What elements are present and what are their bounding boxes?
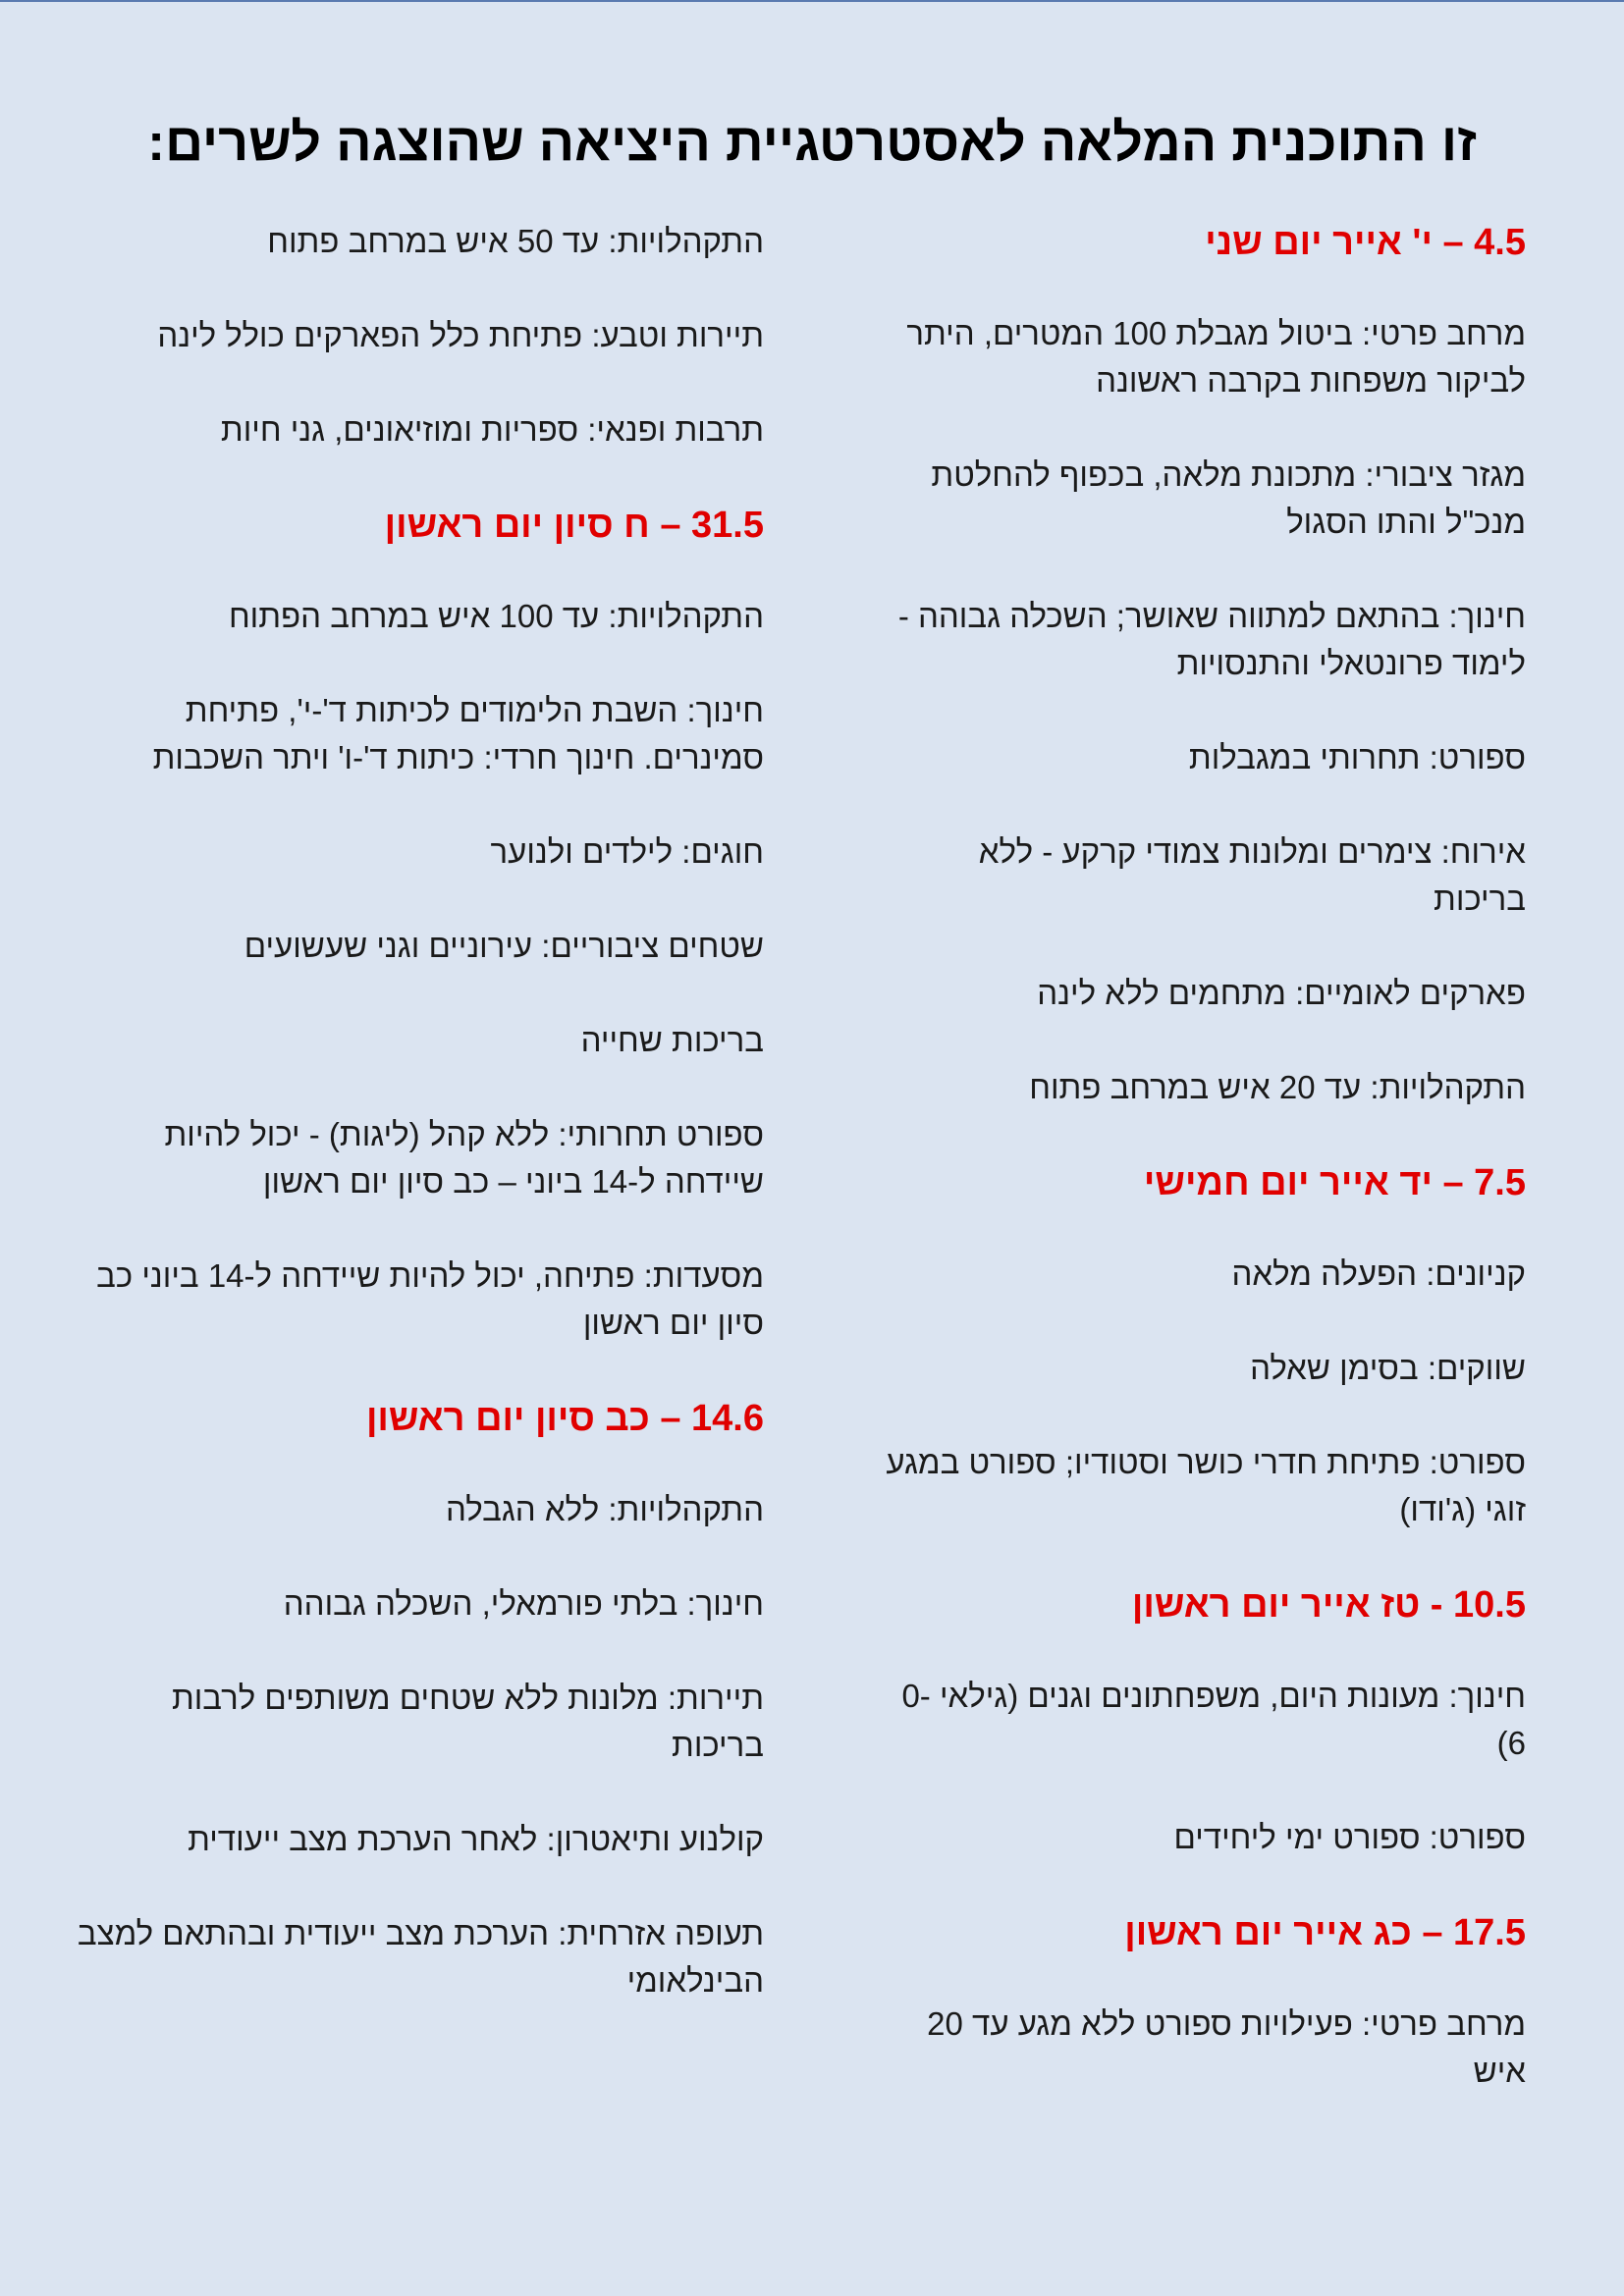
section-10-5: [878, 1580, 1526, 1861]
right-column: [878, 218, 1526, 2142]
list-item: התקהלויות: עד 100 איש במרחב הפתוח: [228, 598, 764, 634]
section-heading: 7.5 – יד אייר יום חמישי: [1143, 1162, 1526, 1203]
section-heading: 17.5 – כג אייר יום ראשון: [1124, 1912, 1526, 1953]
list-item: תרבות ופנאי: ספריות ומוזיאונים, גני חיות: [220, 411, 764, 448]
section-4-5: [878, 218, 1526, 1111]
list-item: תיירות וטבע: פתיחת כלל הפארקים כולל לינה: [157, 317, 764, 353]
list-item: קולנוע ותיאטרון: לאחר הערכת מצב ייעודית: [188, 1821, 764, 1857]
list-item: התקהלויות: עד 20 איש במרחב פתוח: [1029, 1069, 1526, 1105]
list-item: חוגים: לילדים ולנוער: [490, 833, 764, 870]
list-item: מרחב פרטי: ביטול מגבלת 100 המטרים, היתר לביקור משפחות בקרבה ראשונה: [906, 315, 1526, 399]
list-item: חינוך: מעונות היום, משפחתונים וגנים (גילאי 0-6): [901, 1678, 1526, 1761]
list-item: בריכות שחייה: [580, 1022, 764, 1058]
list-item: התקהלויות: עד 50 איש במרחב פתוח: [267, 223, 764, 259]
list-item: התקהלויות: ללא הגבלה: [446, 1491, 764, 1527]
list-item: פארקים לאומיים: מתחמים ללא לינה: [1037, 975, 1526, 1011]
section-7-5: [878, 1158, 1526, 1533]
section-31-5: [77, 501, 764, 1347]
list-item: חינוך: השבת הלימודים לכיתות ד'-י', פתיחת סמינרים. חינוך חרדי: כיתות ד'-ו' ויתר השכבות: [152, 692, 764, 775]
list-item: תיירות: מלונות ללא שטחים משותפים לרבות בריכות: [171, 1680, 764, 1763]
list-item: שטחים ציבוריים: עירוניים וגני שעשועים: [244, 928, 764, 964]
list-item: ספורט: פתיחת חדרי כושר וסטודיו; ספורט במגע זוגי (ג'ודו): [886, 1444, 1526, 1527]
section-heading: 14.6 – כב סיון יום ראשון: [365, 1398, 764, 1439]
list-item: מרחב פרטי: פעילויות ספורט ללא מגע עד 20 איש: [927, 2005, 1526, 2089]
left-column: [77, 218, 764, 2052]
list-item: מסעדות: פתיחה, יכול להיות שיידחה ל-14 ביוני כב סיון יום ראשון: [96, 1257, 764, 1341]
section-17-5: [878, 1908, 1526, 2095]
section-continuation: [77, 218, 764, 454]
page-title: זו התוכנית המלאה לאסטרטגיית היציאה שהוצגה לשרים:: [147, 113, 1477, 172]
list-item: ספורט תחרותי: ללא קהל (ליגות) - יכול להיות שיידחה ל-14 ביוני – כב סיון יום ראשון: [164, 1116, 764, 1200]
list-item: חינוך: בהתאם למתווה שאושר; השכלה גבוהה - לימוד פרונטאלי והתנסויות: [897, 598, 1526, 681]
list-item: שווקים: בסימן שאלה: [1250, 1350, 1526, 1386]
list-item: חינוך: בלתי פורמאלי, השכלה גבוהה: [283, 1585, 764, 1622]
section-heading: 10.5 - טז אייר יום ראשון: [1131, 1584, 1526, 1626]
list-item: ספורט: ספורט ימי ליחידים: [1173, 1819, 1526, 1855]
list-item: ספורט: תחרותי במגבלות: [1188, 739, 1526, 775]
list-item: מגזר ציבורי: מתכונת מלאה, בכפוף להחלטת מנכ"ל והתו הסגול: [931, 456, 1526, 540]
section-heading: 4.5 – י' אייר יום שני: [1205, 222, 1526, 263]
section-14-6: [77, 1394, 764, 2004]
list-item: אירוח: צימרים ומלונות צמודי קרקע - ללא בריכות: [978, 833, 1526, 917]
list-item: קניונים: הפעלה מלאה: [1231, 1255, 1526, 1292]
list-item: תעופה אזרחית: הערכת מצב ייעודית ובהתאם למצב הבינלאומי: [77, 1915, 764, 1999]
page-top-border: [0, 0, 1624, 2]
section-heading: 31.5 – ח סיון יום ראשון: [384, 505, 764, 546]
